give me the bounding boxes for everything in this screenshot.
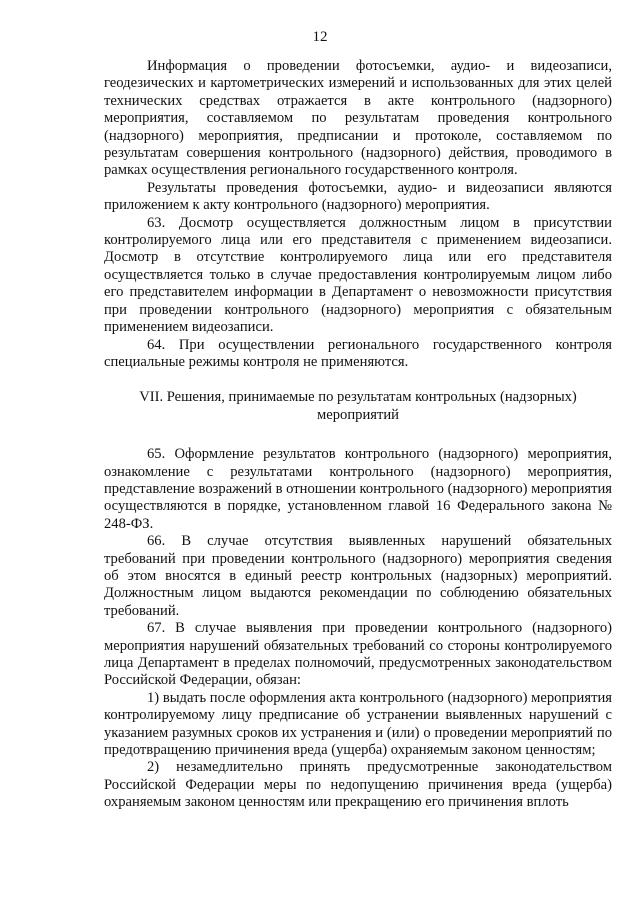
paragraph-65-results: 65. Оформление результатов контрольного (надзорного) мероприятия, ознакомление с результатами контрольного (надзорного) мероприятия, представление возражений в отношении контрольного (надзорного) мероприятия осуществляются в порядке, установленном главой 16 Федерального закона № 248-ФЗ. [104,446,612,532]
paragraph-63-inspection: 63. Досмотр осуществляется должностным лицом в присутствии контролируемого лица или его представителя с применением видеозаписи. Досмотр в отсутствие контролируемого лица или его представителя осуществляется только в случае предоставления контролируемым лицом либо его представителем информации в Департамент о невозможности присутствия при проведении контрольного (надзорного) мероприятия с обязательным применением видеозаписи. [104,214,612,336]
document-body [104,58,612,812]
paragraph-67-item-2: 2) незамедлительно принять предусмотренные законодательством Российской Федерации меры по недопущению причинения вреда (ущерба) охраняемым законом ценностям или прекращению его причинения вплоть [104,759,612,811]
page-number: 12 [312,29,328,45]
paragraph-67-violations: 67. В случае выявления при проведении контрольного (надзорного) мероприятия нарушений обязательных требований со стороны контролируемого лица Департамент в пределах полномочий, предусмотренных законодательством Российской Федерации, обязан: [104,620,612,689]
paragraph-66-no-violations: 66. В случае отсутствия выявленных нарушений обязательных требований при проведении контрольного (надзорного) мероприятия сведения об этом вносятся в единый реестр контрольных (надзорных) мероприятий. Должностным лицом выдаются рекомендации по соблюдению обязательных требований. [104,533,612,619]
paragraph-photo-results: Результаты проведения фотосъемки, аудио- и видеозаписи являются приложением к акту контрольного (надзорного) мероприятия. [104,179,612,214]
paragraph-64-special-regimes: 64. При осуществлении регионального государственного контроля специальные режимы контроля не применяются. [104,336,612,370]
paragraph-67-item-1: 1) выдать после оформления акта контрольного (надзорного) мероприятия контролируемому лицу предписание об устранении выявленных нарушений с указанием разумных сроков их устранения и (или) о проведении мероприятий по предотвращению причинения вреда (ущерба) охраняемым законом ценностям; [104,689,612,759]
paragraph-photo-info: Информация о проведении фотосъемки, аудио- и видеозаписи, геодезических и картометрических измерений и использованных для этих целей технических средствах отражается в акте контрольного (надзорного) мероприятия, составляемом по результатам проведения контрольного (надзорного) мероприятия, предписании и протоколе, составляемом по результатам совершения контрольного (надзорного) действия, проводимого в рамках осуществления регионального государственного контроля. [104,58,612,179]
section-heading-vii: VII. Решения, принимаемые по результатам контрольных (надзорных) мероприятий [139,389,577,423]
